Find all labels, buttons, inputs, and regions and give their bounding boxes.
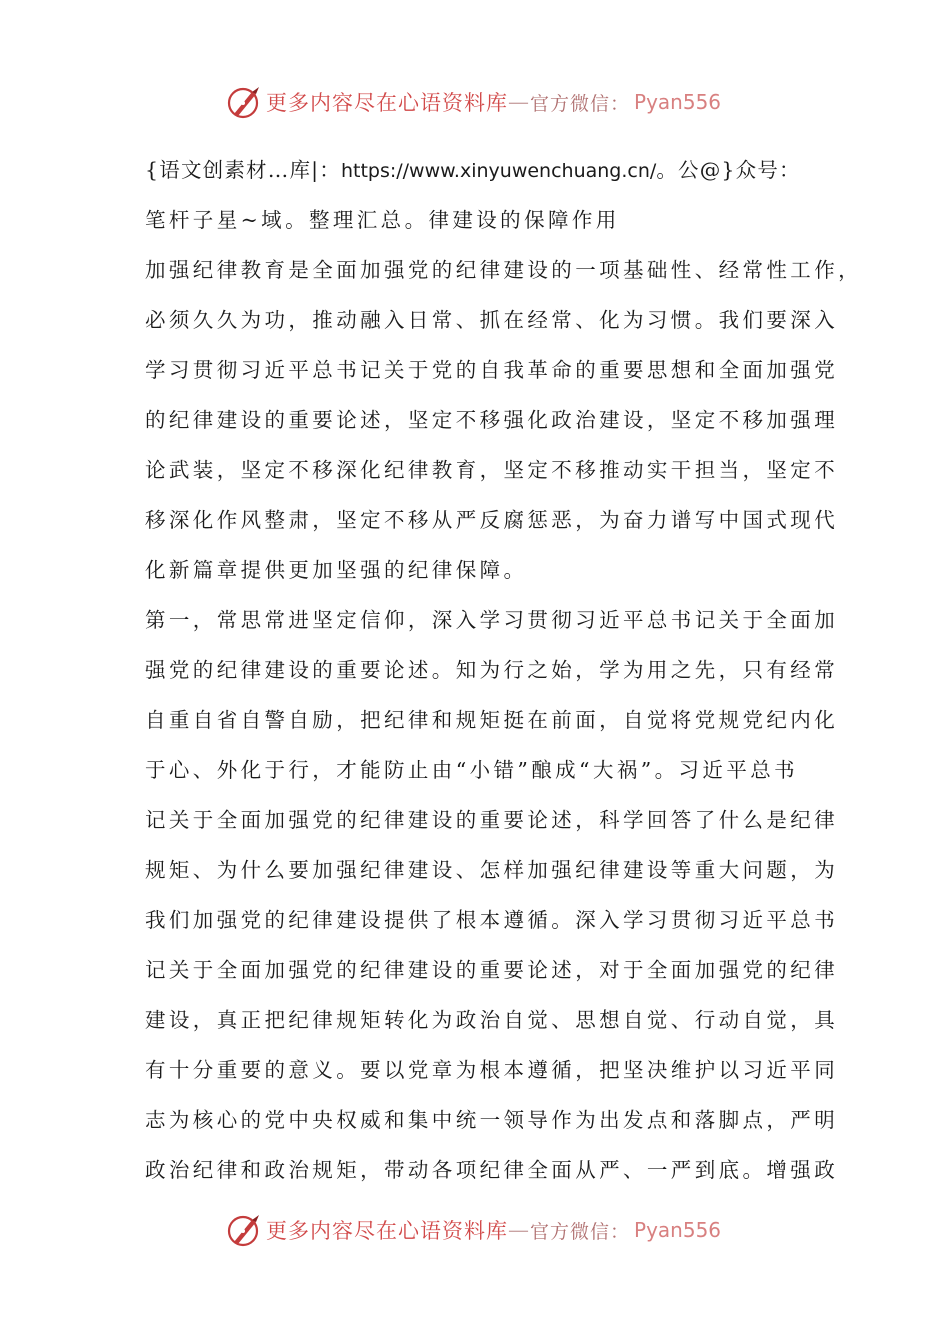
watermark-footer xyxy=(226,1212,726,1248)
paragraph-line: 论武装，坚定不移深化纪律教育，坚定不移推动实干担当，坚定不 xyxy=(145,458,839,482)
watermark-title: 更多内容尽在心语资料库 xyxy=(266,91,508,115)
watermark-wechat-id: Pyan556 xyxy=(634,1218,722,1242)
paragraph-line: 记关于全面加强党的纪律建设的重要论述，科学回答了什么是纪律 xyxy=(145,808,839,832)
paragraph-line: 的纪律建设的重要论述，坚定不移强化政治建设，坚定不移加强理 xyxy=(145,408,839,432)
paragraph-line: 必须久久为功，推动融入日常、抓在经常、化为习惯。我们要深入 xyxy=(145,308,839,332)
paragraph-line: 政治纪律和政治规矩，带动各项纪律全面从严、一严到底。增强政 xyxy=(145,1158,839,1182)
paragraph-line: 志为核心的党中央权威和集中统一领导作为出发点和落脚点，严明 xyxy=(145,1108,839,1132)
header-suffix: 。公@}众号： xyxy=(656,158,801,182)
paragraph-line: 学习贯彻习近平总书记关于党的自我革命的重要思想和全面加强党 xyxy=(145,358,839,382)
watermark-separator: — xyxy=(508,1218,530,1242)
paragraph-line: 规矩、为什么要加强纪律建设、怎样加强纪律建设等重大问题，为 xyxy=(145,858,839,882)
paragraph-line: 记关于全面加强党的纪律建设的重要论述，对于全面加强党的纪律 xyxy=(145,958,839,982)
watermark-label: 官方微信： xyxy=(530,1220,631,1243)
pen-nib-circle-icon xyxy=(226,84,262,120)
paragraph-line: 我们加强党的纪律建设提供了根本遵循。深入学习贯彻习近平总书 xyxy=(145,908,839,932)
paragraph-line: 建设，真正把纪律规矩转化为政治自觉、思想自觉、行动自觉，具 xyxy=(145,1008,839,1032)
paragraph-line: 于心、外化于行，才能防止由“小错”酿成“大祸”。习近平总书 xyxy=(145,758,799,782)
paragraph-line: 自重自省自警自励，把纪律和规矩挺在前面，自觉将党规党纪内化 xyxy=(145,708,839,732)
header-line-2: 笔杆子星~域。整理汇总。律建设的保障作用 xyxy=(145,208,620,232)
document-body xyxy=(145,145,862,1195)
watermark-label: 官方微信： xyxy=(530,92,631,115)
paragraph-line: 化新篇章提供更加坚强的纪律保障。 xyxy=(145,558,528,582)
watermark-title: 更多内容尽在心语资料库 xyxy=(266,1219,508,1243)
paragraph-line: 移深化作风整肃，坚定不移从严反腐惩恶，为奋力谱写中国式现代 xyxy=(145,508,839,532)
paragraph-line: 有十分重要的意义。要以党章为根本遵循，把坚决维护以习近平同 xyxy=(145,1058,839,1082)
paragraph-line: 加强纪律教育是全面加强党的纪律建设的一项基础性、经常性工作， xyxy=(145,258,862,282)
source-url: https://www.xinyuwenchuang.cn/ xyxy=(340,160,657,182)
watermark-wechat-id: Pyan556 xyxy=(634,90,722,114)
watermark-separator: — xyxy=(508,90,530,114)
watermark-header xyxy=(226,84,726,120)
pen-nib-circle-icon xyxy=(226,1212,262,1248)
paragraph-line: 强党的纪律建设的重要论述。知为行之始，学为用之先，只有经常 xyxy=(145,658,839,682)
paragraph-line: 第一，常思常进坚定信仰，深入学习贯彻习近平总书记关于全面加 xyxy=(145,608,839,632)
header-line-1 xyxy=(145,145,825,195)
header-prefix: {语文创素材…库|： xyxy=(145,158,341,182)
